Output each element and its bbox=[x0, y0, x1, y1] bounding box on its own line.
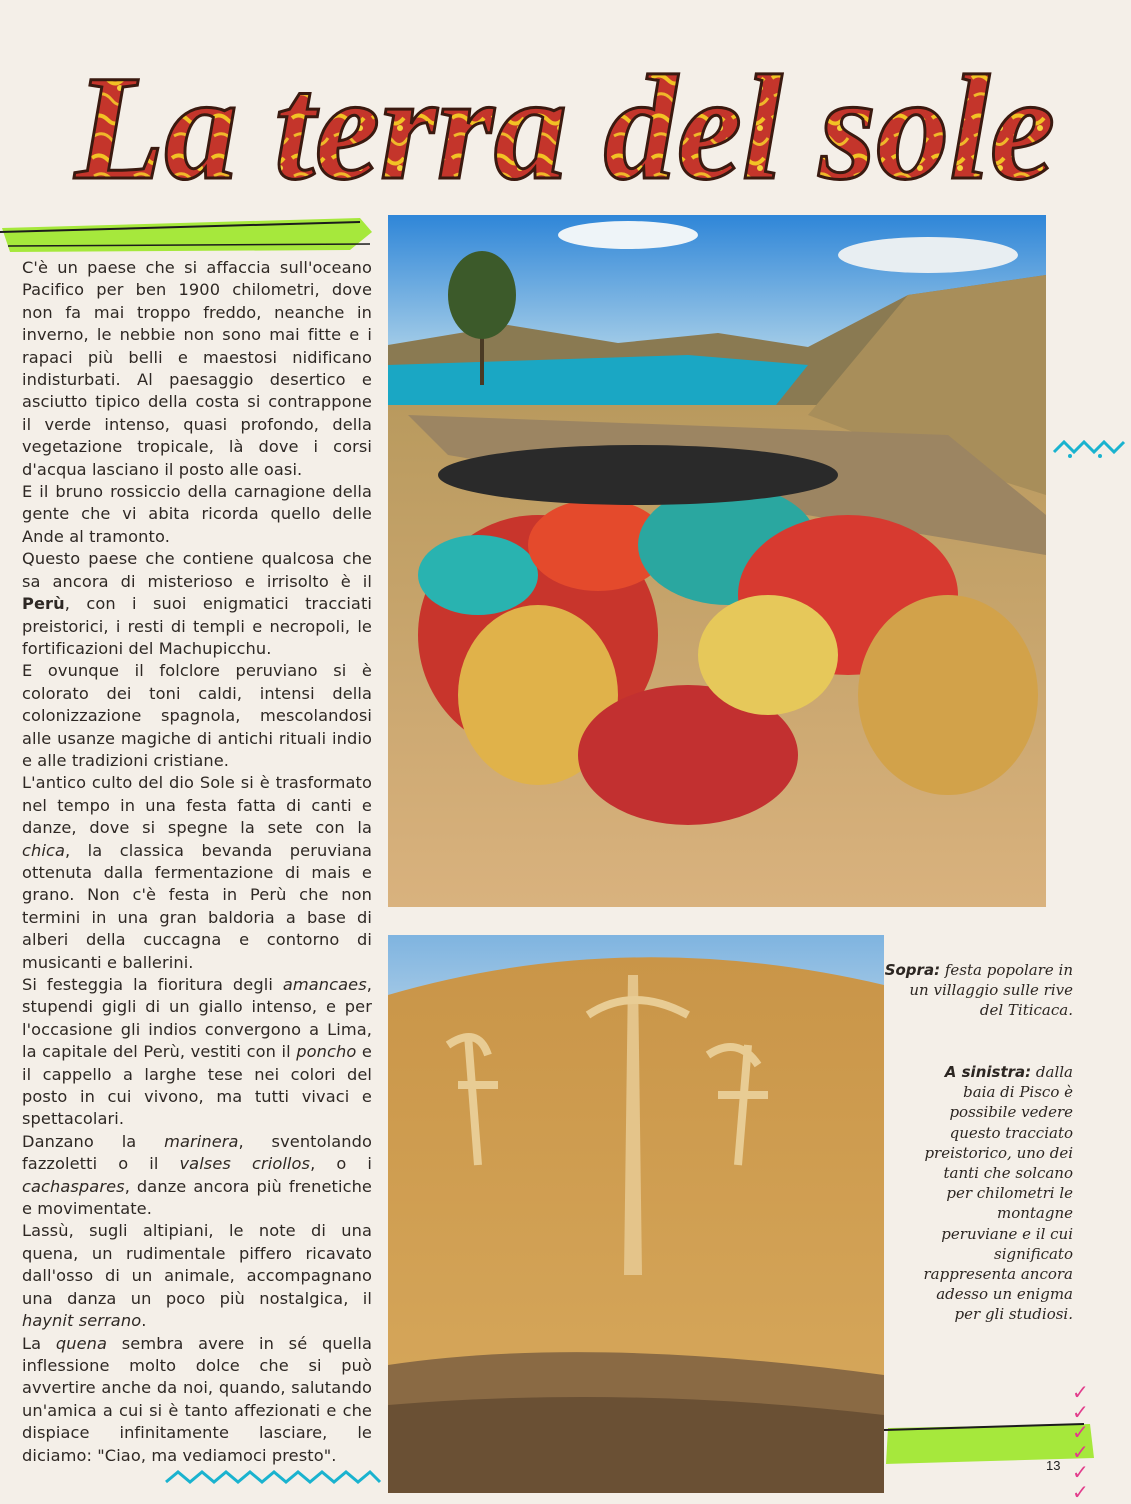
article-body bbox=[22, 257, 372, 1467]
page-number: 13 bbox=[1046, 1458, 1061, 1473]
paragraph: Danzano la marinera, sventolando fazzoletti o il valses criollos, o i cachaspares, danze ancora più frenetiche e movimentate. bbox=[22, 1131, 372, 1219]
caption-top: Sopra: festa popolare in un villaggio sulle rive del Titicaca. bbox=[884, 961, 1073, 1020]
pink-check-decor: ✓ ✓ ✓ ✓ ✓ ✓ bbox=[1072, 1380, 1089, 1504]
green-brush-top bbox=[0, 212, 380, 256]
geoglyph-photo bbox=[388, 935, 884, 1493]
paragraph: La quena sembra avere in sé quella inflessione molto dolce che si può avvertire anche da noi, quando, salutando un'amica a cui si è tanto affezionati e che dispiace infinitamente lasciare, le diciamo: "Ciao, ma vediamoci presto". bbox=[22, 1333, 372, 1465]
page-title bbox=[50, 30, 1080, 210]
festival-photo bbox=[388, 215, 1046, 907]
svg-text:La terra del sole: La terra del sole bbox=[73, 45, 1055, 210]
paragraph: Lassù, sugli altipiani, le note di una quena, un rudimentale piffero ricavato dall'osso di un animale, accompagnano una danza un poco più nostalgica, il haynit serrano. bbox=[22, 1221, 372, 1331]
paragraph: L'antico culto del dio Sole si è trasformato nel tempo in una festa fatta di canti e danze, dove si spegne la sete con la chica, la classica bevanda peruviana ottenuta dalla fermentazione di mais e grano. Non c'è festa in Perù che non termini in una gran baldoria a base di alberi della cuccagna e contorno di musicanti e ballerini. bbox=[22, 773, 372, 972]
paragraph: Questo paese che contiene qualcosa che sa ancora di misterioso e irrisolto è il Perù, con i suoi enigmatici tracciati preistorici, i resti di templi e necropoli, le fortificazioni del Machupicchu. bbox=[22, 549, 372, 658]
cyan-zigzag-bottom bbox=[164, 1466, 384, 1492]
cyan-zigzag-right bbox=[1052, 438, 1128, 460]
paragraph: C'è un paese che si affaccia sull'oceano Pacifico per ben 1900 chilometri, dove non fa mai troppo freddo, neanche in inverno, le nebbie non sono mai fitte e i rapaci più belli e maestosi nidificano indisturbati. Al paesaggio desertico e asciutto tipico della costa si contrappone il verde intenso, quasi profondo, della vegetazione tropicale, là dove i corsi d'acqua lasciano il posto alle oasi. bbox=[22, 258, 372, 479]
paragraph: E ovunque il folclore peruviano si è colorato dei toni caldi, intensi della colonizzazione spagnola, mescolandosi alle usanze magiche di antichi rituali indio e alle tradizioni cristiane. bbox=[22, 661, 372, 770]
paragraph: Si festeggia la fioritura degli amancaes, stupendi gigli di un giallo intenso, e per l'occasione gli indios convergono a Lima, la capitale del Perù, vestiti con il poncho e il cappello a larghe tese nei colori del posto in cui vivono, ma tutti vivaci e spettacolari. bbox=[22, 975, 372, 1129]
paragraph: E il bruno rossiccio della carnagione della gente che vi abita ricorda quello delle Ande al tramonto. bbox=[22, 482, 372, 546]
green-brush-bottom bbox=[884, 1418, 1096, 1468]
caption-left: A sinistra: dalla baia di Pisco è possibile vedere questo tracciato preistorico, uno dei tanti che solcano per chilometri le montagne peruviane e il cui significato rappresenta ancora adesso un enigma per gli studiosi. bbox=[923, 1063, 1073, 1324]
